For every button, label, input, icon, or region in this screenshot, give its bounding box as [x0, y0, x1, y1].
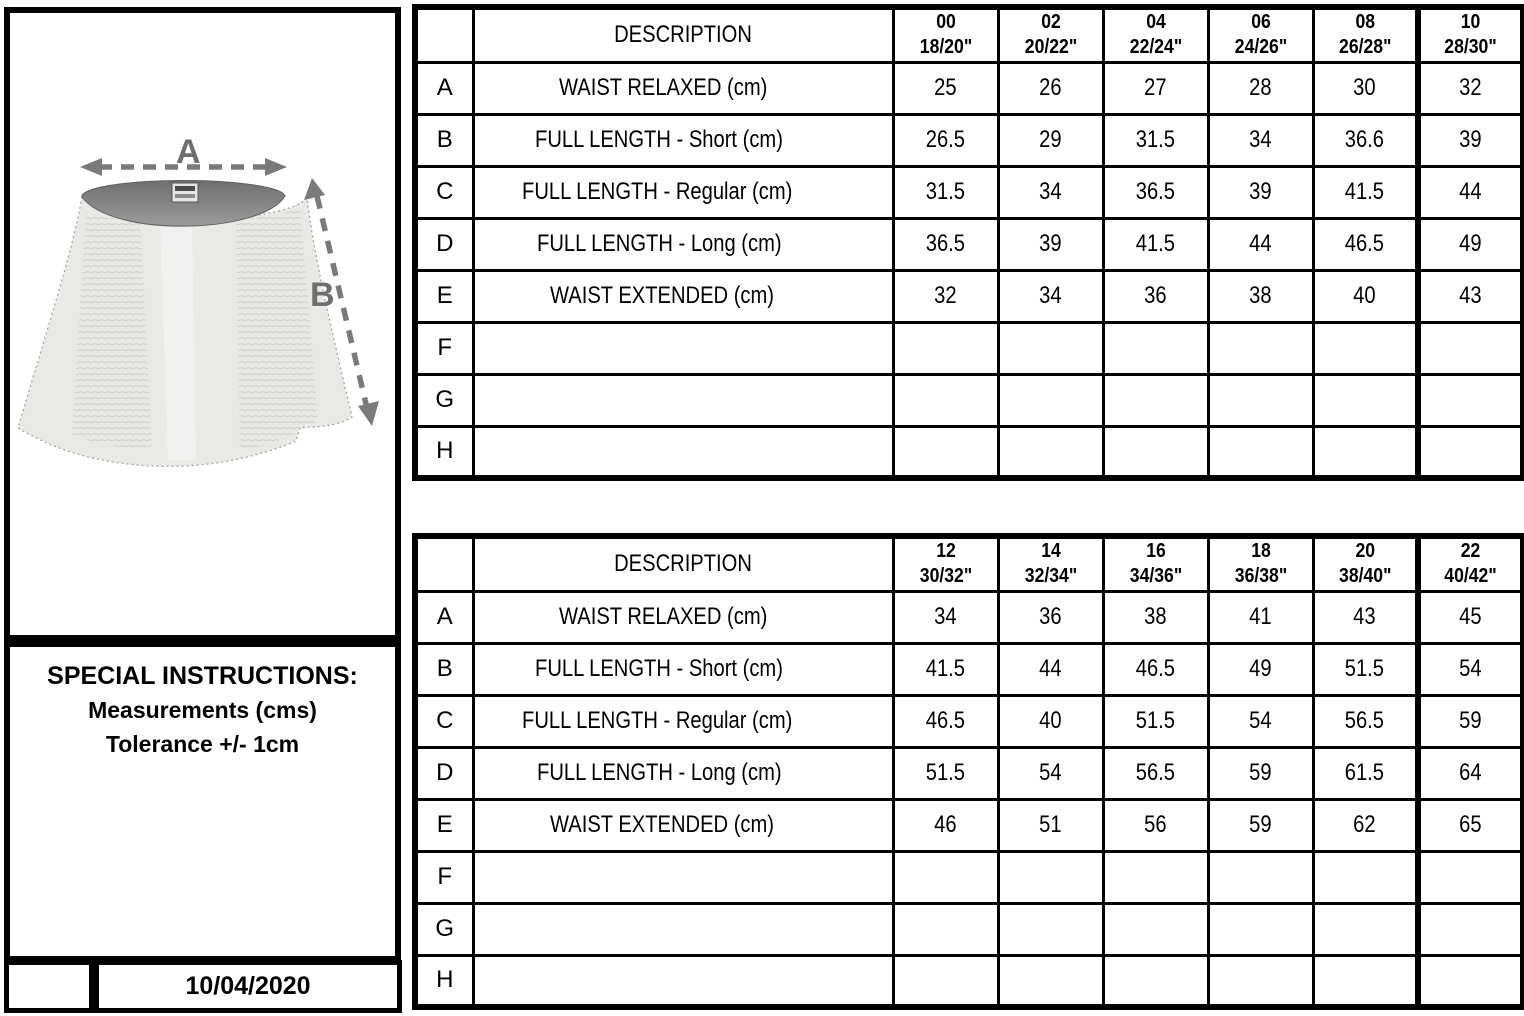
description-cell	[473, 747, 893, 799]
size-range: 24/26"	[1234, 36, 1287, 59]
value-cell	[893, 62, 998, 114]
table-body	[415, 62, 1523, 478]
special-instructions-panel	[4, 641, 401, 962]
value-cell	[1208, 591, 1313, 643]
size-range: 28/30"	[1444, 36, 1497, 59]
value-text: 41.5	[1345, 178, 1385, 205]
size-code: 00	[935, 11, 956, 34]
value-cell	[1313, 270, 1418, 322]
table-row	[415, 114, 1523, 166]
value-text: 59	[1249, 811, 1272, 838]
value-text: 28	[1249, 74, 1272, 101]
value-text: 38	[1144, 603, 1167, 630]
value-cell	[998, 955, 1103, 1007]
value-cell	[1103, 591, 1208, 643]
value-text: 46.5	[1135, 655, 1176, 682]
value-cell	[1313, 955, 1418, 1007]
value-cell	[1418, 322, 1523, 374]
value-cell	[1418, 799, 1523, 851]
value-text: 32	[1459, 74, 1482, 101]
value-text: 43	[1353, 603, 1376, 630]
value-text: 29	[1039, 126, 1062, 153]
instructions-tolerance-line: Tolerance +/- 1cm	[105, 731, 300, 757]
footer-date: 10/04/2020	[94, 960, 402, 1013]
skirt-body	[18, 180, 352, 466]
header-row	[415, 7, 1523, 62]
value-cell	[1313, 851, 1418, 903]
instructions-measurements-line: Measurements (cms)	[88, 697, 317, 723]
size-header-cell	[1103, 536, 1208, 591]
value-cell	[1208, 166, 1313, 218]
description-cell	[473, 903, 893, 955]
value-cell	[1418, 218, 1523, 270]
value-text: 56.5	[1135, 759, 1176, 786]
description-label: WAIST RELAXED (cm)	[558, 603, 768, 630]
value-cell	[998, 695, 1103, 747]
value-cell	[998, 114, 1103, 166]
value-text: 34	[1249, 126, 1272, 153]
value-text: 59	[1459, 707, 1482, 734]
description-header	[473, 536, 893, 591]
value-text: 59	[1249, 759, 1272, 786]
row-letter-cell: F	[415, 322, 473, 374]
value-cell	[1313, 799, 1418, 851]
size-header-cell	[1313, 7, 1418, 62]
value-cell	[893, 955, 998, 1007]
value-cell	[1103, 218, 1208, 270]
description-cell	[473, 955, 893, 1007]
value-text: 32	[934, 282, 957, 309]
value-text: 39	[1039, 230, 1062, 257]
value-cell	[1313, 903, 1418, 955]
value-text: 31.5	[925, 178, 966, 205]
corner-cell	[415, 536, 473, 591]
value-cell	[893, 799, 998, 851]
value-cell	[1208, 322, 1313, 374]
description-cell	[473, 270, 893, 322]
value-cell	[998, 851, 1103, 903]
description-cell	[473, 218, 893, 270]
table-row	[415, 374, 1523, 426]
value-cell	[1103, 270, 1208, 322]
value-cell	[1103, 62, 1208, 114]
row-letter-cell: B	[415, 643, 473, 695]
value-cell	[998, 270, 1103, 322]
description-cell	[473, 374, 893, 426]
measure-label-a: A	[176, 133, 201, 171]
value-cell	[1103, 322, 1208, 374]
size-header-cell	[893, 7, 998, 62]
row-letter-cell: C	[415, 166, 473, 218]
value-cell	[1313, 591, 1418, 643]
description-label: WAIST EXTENDED (cm)	[549, 811, 774, 838]
value-cell	[1103, 851, 1208, 903]
size-code: 22	[1460, 540, 1481, 563]
value-text: 31.5	[1135, 126, 1176, 153]
value-cell	[1418, 695, 1523, 747]
table-row	[415, 695, 1523, 747]
value-cell	[998, 591, 1103, 643]
size-code: 02	[1040, 11, 1061, 34]
value-text: 49	[1249, 655, 1272, 682]
size-header-cell	[1313, 536, 1418, 591]
value-text: 54	[1459, 655, 1482, 682]
value-text: 54	[1249, 707, 1272, 734]
row-letter-cell: B	[415, 114, 473, 166]
value-cell	[998, 799, 1103, 851]
size-range: 30/32"	[919, 565, 972, 588]
table-row	[415, 62, 1523, 114]
value-cell	[998, 166, 1103, 218]
value-cell	[1208, 374, 1313, 426]
value-text: 41.5	[925, 655, 966, 682]
value-text: 39	[1459, 126, 1482, 153]
row-letter-cell: D	[415, 747, 473, 799]
description-header-label: DESCRIPTION	[614, 550, 752, 578]
value-cell	[998, 62, 1103, 114]
value-cell	[1103, 166, 1208, 218]
value-cell	[893, 322, 998, 374]
size-range: 20/22"	[1024, 36, 1077, 59]
description-label: FULL LENGTH - Short (cm)	[535, 655, 784, 682]
value-cell	[1103, 643, 1208, 695]
value-cell	[1313, 114, 1418, 166]
value-text: 36	[1039, 603, 1062, 630]
value-cell	[998, 374, 1103, 426]
value-text: 65	[1459, 811, 1482, 838]
description-cell	[473, 643, 893, 695]
value-cell	[1418, 591, 1523, 643]
description-cell	[473, 799, 893, 851]
row-letter-cell: C	[415, 695, 473, 747]
value-cell	[1313, 426, 1418, 478]
value-cell	[893, 747, 998, 799]
value-cell	[1418, 426, 1523, 478]
size-code: 06	[1250, 11, 1271, 34]
special-instructions-title: SPECIAL INSTRUCTIONS:	[47, 662, 358, 690]
description-label: WAIST RELAXED (cm)	[558, 74, 768, 101]
value-cell	[893, 374, 998, 426]
value-text: 46.5	[925, 707, 966, 734]
description-cell	[473, 426, 893, 478]
value-text: 26	[1039, 74, 1062, 101]
size-range: 18/20"	[919, 36, 972, 59]
value-cell	[1208, 695, 1313, 747]
size-range: 34/36"	[1129, 565, 1182, 588]
description-cell	[473, 62, 893, 114]
garment-diagram-panel	[4, 7, 401, 641]
description-label: FULL LENGTH - Short (cm)	[535, 126, 784, 153]
description-cell	[473, 166, 893, 218]
description-cell	[473, 695, 893, 747]
description-cell	[473, 114, 893, 166]
value-cell	[1103, 903, 1208, 955]
value-cell	[1208, 799, 1313, 851]
waistband-tag	[172, 183, 198, 202]
value-cell	[1208, 114, 1313, 166]
value-text: 30	[1353, 74, 1376, 101]
size-range: 38/40"	[1338, 565, 1391, 588]
value-cell	[1208, 903, 1313, 955]
value-cell	[893, 166, 998, 218]
description-label: FULL LENGTH - Regular (cm)	[522, 178, 793, 205]
value-text: 56.5	[1345, 707, 1385, 734]
value-cell	[1418, 643, 1523, 695]
value-cell	[998, 747, 1103, 799]
measure-label-b: B	[310, 276, 335, 314]
size-code: 08	[1354, 11, 1375, 34]
value-cell	[893, 695, 998, 747]
size-code: 04	[1145, 11, 1166, 34]
size-range: 26/28"	[1338, 36, 1391, 59]
value-text: 46.5	[1345, 230, 1385, 257]
table-row	[415, 747, 1523, 799]
value-text: 51	[1039, 811, 1062, 838]
table-row	[415, 591, 1523, 643]
corner-cell	[415, 7, 473, 62]
size-header-cell	[998, 536, 1103, 591]
row-letter-cell: A	[415, 62, 473, 114]
table-row	[415, 851, 1523, 903]
size-code: 20	[1354, 540, 1375, 563]
value-cell	[1103, 799, 1208, 851]
size-range: 32/34"	[1024, 565, 1077, 588]
value-text: 34	[1039, 282, 1062, 309]
value-text: 56	[1144, 811, 1167, 838]
size-code: 10	[1460, 11, 1481, 34]
value-cell	[1208, 747, 1313, 799]
value-cell	[1208, 426, 1313, 478]
value-cell	[1313, 322, 1418, 374]
value-cell	[1208, 218, 1313, 270]
size-code: 14	[1040, 540, 1061, 563]
value-text: 45	[1459, 603, 1482, 630]
size-header-cell	[1208, 536, 1313, 591]
table-header	[415, 7, 1523, 62]
value-text: 44	[1459, 178, 1482, 205]
value-cell	[998, 643, 1103, 695]
value-cell	[893, 114, 998, 166]
table-row	[415, 270, 1523, 322]
value-cell	[1418, 114, 1523, 166]
value-text: 64	[1459, 759, 1482, 786]
value-cell	[998, 903, 1103, 955]
row-letter-cell: F	[415, 851, 473, 903]
table-row	[415, 166, 1523, 218]
value-cell	[1103, 374, 1208, 426]
row-letter-cell: E	[415, 270, 473, 322]
description-label: FULL LENGTH - Long (cm)	[537, 230, 783, 257]
row-letter-cell: E	[415, 799, 473, 851]
value-text: 40	[1353, 282, 1376, 309]
value-cell	[1103, 114, 1208, 166]
row-letter-cell: H	[415, 426, 473, 478]
value-cell	[1418, 747, 1523, 799]
value-cell	[893, 426, 998, 478]
description-label: WAIST EXTENDED (cm)	[549, 282, 774, 309]
value-text: 44	[1039, 655, 1062, 682]
table-row	[415, 903, 1523, 955]
table-row	[415, 426, 1523, 478]
value-text: 25	[934, 74, 957, 101]
description-label: FULL LENGTH - Long (cm)	[537, 759, 783, 786]
size-table-large-sizes	[412, 533, 1524, 1010]
value-text: 46	[934, 811, 957, 838]
value-cell	[998, 218, 1103, 270]
value-text: 62	[1353, 811, 1376, 838]
value-cell	[1313, 747, 1418, 799]
value-cell	[1418, 955, 1523, 1007]
value-text: 51.5	[1135, 707, 1176, 734]
size-range: 36/38"	[1234, 565, 1287, 588]
table-row	[415, 322, 1523, 374]
value-cell	[893, 218, 998, 270]
value-text: 26.5	[925, 126, 966, 153]
value-cell	[1313, 62, 1418, 114]
value-text: 43	[1459, 282, 1482, 309]
skirt-illustration	[10, 13, 395, 635]
value-cell	[1313, 166, 1418, 218]
row-letter-cell: H	[415, 955, 473, 1007]
size-range: 22/24"	[1129, 36, 1182, 59]
table-row	[415, 643, 1523, 695]
size-header-cell	[1103, 7, 1208, 62]
value-text: 61.5	[1345, 759, 1385, 786]
description-cell	[473, 591, 893, 643]
value-text: 38	[1249, 282, 1272, 309]
value-cell	[893, 903, 998, 955]
value-cell	[1208, 643, 1313, 695]
value-text: 34	[934, 603, 957, 630]
size-header-cell	[1418, 536, 1523, 591]
value-text: 54	[1039, 759, 1062, 786]
size-header-cell	[1418, 7, 1523, 62]
value-text: 36.5	[925, 230, 966, 257]
table-body	[415, 591, 1523, 1007]
size-header-cell	[893, 536, 998, 591]
value-cell	[1208, 62, 1313, 114]
value-text: 39	[1249, 178, 1272, 205]
value-text: 51.5	[1345, 655, 1385, 682]
value-cell	[1418, 903, 1523, 955]
value-cell	[1208, 851, 1313, 903]
value-cell	[1313, 695, 1418, 747]
value-text: 41.5	[1135, 230, 1176, 257]
value-cell	[998, 322, 1103, 374]
value-text: 41	[1249, 603, 1272, 630]
value-cell	[1418, 851, 1523, 903]
value-cell	[1313, 643, 1418, 695]
value-cell	[893, 591, 998, 643]
value-text: 40	[1039, 707, 1062, 734]
value-text: 51.5	[925, 759, 966, 786]
row-letter-cell: G	[415, 903, 473, 955]
value-text: 49	[1459, 230, 1482, 257]
value-cell	[1208, 955, 1313, 1007]
value-text: 36	[1144, 282, 1167, 309]
value-text: 44	[1249, 230, 1272, 257]
value-text: 36.5	[1135, 178, 1176, 205]
table-row	[415, 218, 1523, 270]
description-cell	[473, 322, 893, 374]
value-cell	[1103, 695, 1208, 747]
table-header	[415, 536, 1523, 591]
value-cell	[1313, 374, 1418, 426]
size-code: 12	[935, 540, 956, 563]
value-cell	[893, 851, 998, 903]
table-row	[415, 955, 1523, 1007]
value-text: 34	[1039, 178, 1062, 205]
table-row	[415, 799, 1523, 851]
measure-arrow-a	[80, 133, 287, 176]
value-cell	[1418, 270, 1523, 322]
value-cell	[1313, 218, 1418, 270]
value-cell	[1103, 747, 1208, 799]
value-cell	[1418, 166, 1523, 218]
description-label: FULL LENGTH - Regular (cm)	[522, 707, 793, 734]
value-text: 27	[1144, 74, 1167, 101]
value-cell	[893, 643, 998, 695]
footer-empty-cell	[4, 960, 94, 1013]
size-header-cell	[998, 7, 1103, 62]
description-header	[473, 7, 893, 62]
size-table-small-sizes	[412, 4, 1524, 481]
value-cell	[1103, 426, 1208, 478]
row-letter-cell: G	[415, 374, 473, 426]
description-header-label: DESCRIPTION	[614, 21, 752, 49]
value-cell	[1418, 62, 1523, 114]
size-range: 40/42"	[1444, 565, 1497, 588]
value-cell	[1103, 955, 1208, 1007]
value-cell	[1208, 270, 1313, 322]
value-cell	[1418, 374, 1523, 426]
header-row	[415, 536, 1523, 591]
size-header-cell	[1208, 7, 1313, 62]
size-code: 18	[1250, 540, 1271, 563]
row-letter-cell: A	[415, 591, 473, 643]
description-cell	[473, 851, 893, 903]
row-letter-cell: D	[415, 218, 473, 270]
value-text: 36.6	[1345, 126, 1385, 153]
size-code: 16	[1145, 540, 1166, 563]
value-cell	[998, 426, 1103, 478]
value-cell	[893, 270, 998, 322]
